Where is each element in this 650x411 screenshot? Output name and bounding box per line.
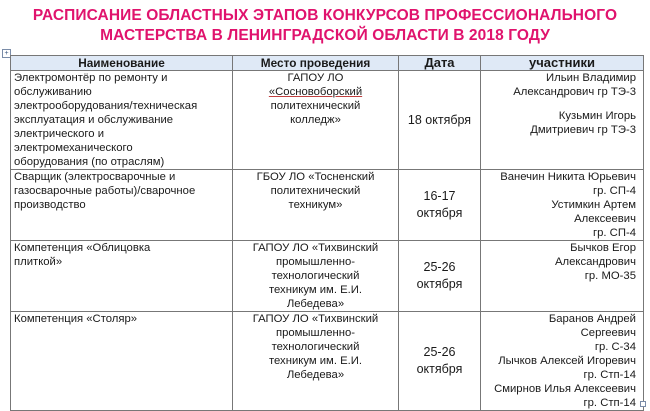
name-line: Электромонтёр по ремонту и — [14, 72, 168, 84]
header-participants: участники — [481, 56, 644, 71]
competition-name-cell — [11, 71, 233, 170]
name-line: Компетенция «Столяр» — [14, 313, 138, 325]
page-title — [0, 6, 650, 46]
date-cell: 25-26 октября — [399, 241, 481, 312]
name-line: Компетенция «Облицовка — [14, 242, 151, 254]
place-line: политехнический — [270, 100, 361, 112]
title-line-2: МАСТЕРСТВА В ЛЕНИНГРАДСКОЙ ОБЛАСТИ В 2018 ГОДУ — [100, 27, 550, 44]
header-place: Место проведения — [233, 56, 399, 71]
name-line: газосварочные работы)/сварочное — [14, 185, 196, 197]
place-line: техникум им. Е.И. — [268, 284, 363, 296]
name-line: обслуживанию — [14, 86, 92, 98]
date-cell: 18 октября — [399, 71, 481, 170]
name-line: плиткой» — [14, 256, 63, 268]
participant-line: Бычков Егор — [570, 242, 636, 254]
participant-line: гр. Стп-14 — [583, 369, 636, 381]
title-line-1: РАСПИСАНИЕ ОБЛАСТНЫХ ЭТАПОВ КОНКУРСОВ ПРОФЕССИОНАЛЬНОГО — [32, 7, 618, 24]
venue-cell — [233, 71, 399, 170]
place-line: промышленно- — [275, 327, 356, 339]
participant-line: гр. СП-4 — [592, 185, 636, 197]
place-line: техникум им. Е.И. — [268, 355, 363, 367]
date-cell: 25-26 октября — [399, 312, 481, 411]
participant-line: гр. Стп-14 — [583, 397, 636, 409]
table-row — [11, 312, 644, 411]
venue-cell — [233, 312, 399, 411]
name-line: электрического и — [14, 128, 104, 140]
participant-line: Устимкин Артем — [551, 199, 636, 211]
place-line: ГАПОУ ЛО — [287, 72, 344, 84]
table-resize-handle-icon[interactable] — [640, 401, 646, 407]
participant-line: гр. СП-4 — [592, 227, 636, 239]
place-line: техникум» — [288, 199, 343, 211]
participant-line: Дмитриевич гр ТЭ-3 — [530, 124, 636, 136]
participant-line: гр. МО-35 — [584, 270, 636, 282]
table-row — [11, 170, 644, 241]
participant-line: Баранов Андрей — [548, 313, 636, 325]
competition-name-cell — [11, 241, 233, 312]
name-line: электрооборудования/техническая — [14, 100, 198, 112]
table-row — [11, 71, 644, 170]
competition-name-cell — [11, 312, 233, 411]
name-line: эксплуатация и обслуживание — [14, 114, 174, 126]
participant-line: Смирнов Илья Алексеевич — [494, 383, 636, 395]
venue-cell — [233, 170, 399, 241]
name-line: оборудования (по отраслям) — [14, 156, 165, 168]
place-line: промышленно- — [275, 256, 356, 268]
venue-cell — [233, 241, 399, 312]
participant-line: Ильин Владимир — [546, 72, 636, 84]
place-line: Лебедева» — [286, 369, 345, 381]
place-line: колледж» — [290, 114, 341, 126]
place-line: ГАПОУ ЛО «Тихвинский — [252, 242, 379, 254]
participants-cell — [481, 71, 644, 170]
participant-line: Александрович — [554, 256, 636, 268]
place-line: технологический — [271, 341, 360, 353]
date-cell: 16-17 октября — [399, 170, 481, 241]
place-line: ГАПОУ ЛО «Тихвинский — [252, 313, 379, 325]
place-line: ГБОУ ЛО «Тосненский — [256, 171, 375, 183]
participant-spacer — [484, 99, 636, 109]
place-line: «Сосновоборский — [268, 86, 363, 98]
participant-line: Александрович гр ТЭ-3 — [513, 86, 636, 98]
participant-line: Кузьмин Игорь — [558, 110, 636, 122]
header-name: Наименование — [11, 56, 233, 71]
place-line: технологический — [271, 270, 360, 282]
name-line: производство — [14, 199, 86, 211]
participants-cell — [481, 312, 644, 411]
participant-line: Алексеевич — [574, 213, 636, 225]
name-line: Сварщик (электросварочные и — [14, 171, 176, 183]
place-line: политехнический — [270, 185, 361, 197]
table-move-handle-icon[interactable]: + — [2, 49, 11, 58]
header-date: Дата — [399, 56, 481, 71]
participant-line: Лычков Алексей Игоревич — [498, 355, 636, 367]
name-line: электромеханического — [14, 142, 133, 154]
participants-cell — [481, 170, 644, 241]
participants-cell — [481, 241, 644, 312]
place-line: Лебедева» — [286, 298, 345, 310]
schedule-table — [10, 55, 644, 411]
table-row — [11, 241, 644, 312]
table-header-row — [11, 56, 644, 71]
participant-line: гр. С-34 — [594, 341, 636, 353]
participant-line: Ванечин Никита Юрьевич — [500, 171, 636, 183]
competition-name-cell — [11, 170, 233, 241]
participant-line: Сергеевич — [580, 327, 636, 339]
